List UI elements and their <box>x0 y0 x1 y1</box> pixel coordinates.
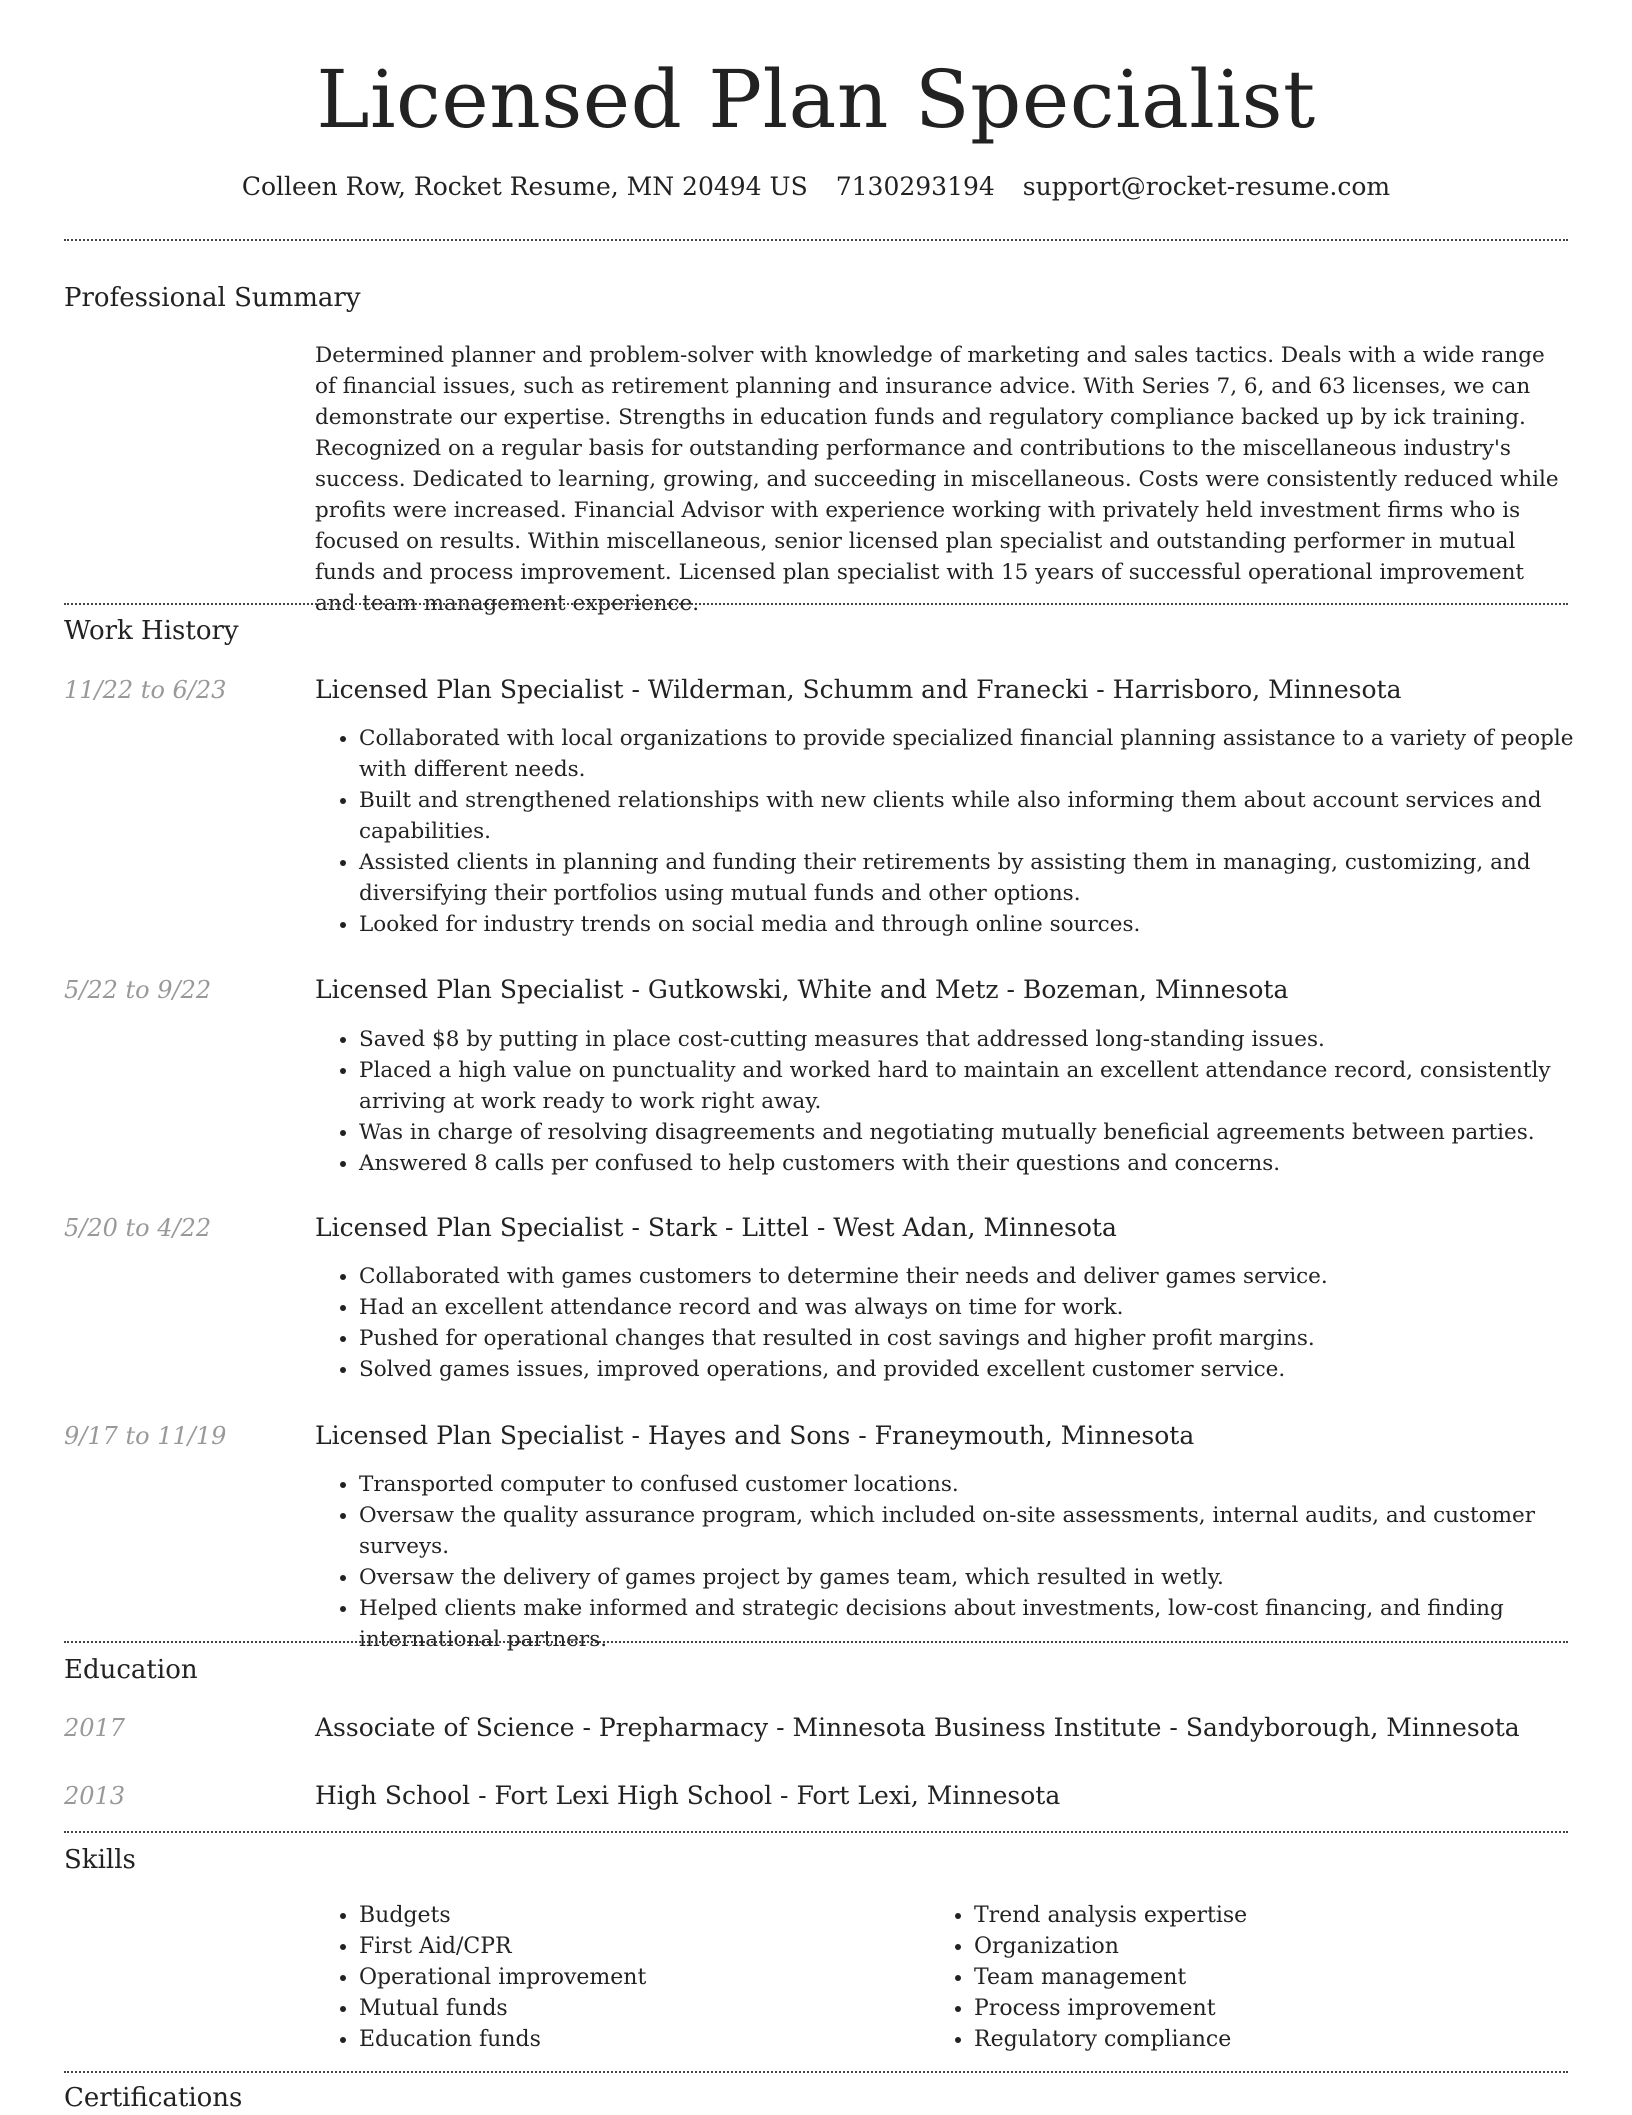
job-title: Licensed Plan Specialist - Hayes and Sons - Franeymouth, Minnesota <box>315 1421 1195 1450</box>
list-item: • Looked for industry trends on social media and through online sources. <box>359 909 1609 940</box>
list-item: • First Aid/CPR <box>359 1931 919 1962</box>
section-divider <box>64 1831 1568 1833</box>
contact-email: support@rocket-resume.com <box>1022 172 1391 201</box>
list-item: • Saved $8 by putting in place cost-cutting measures that addressed long-standing issues. <box>359 1024 1609 1055</box>
section-divider <box>64 2071 1568 2073</box>
job-bullets <box>315 1024 1609 1179</box>
skills-list-right <box>930 1900 1594 2055</box>
section-divider <box>64 1641 1568 1643</box>
list-item: • Regulatory compliance <box>974 2024 1594 2055</box>
list-item: • Helped clients make informed and strategic decisions about investments, low-cost financing, and finding international partners. <box>359 1593 1609 1655</box>
job-dates: 11/22 to 6/23 <box>64 676 227 704</box>
summary-text: Determined planner and problem-solver with knowledge of marketing and sales tactics. Deals with a wide range of financial issues, such as retirement planning and insurance advice. With Series 7, 6, and 63 licenses, we can demonstrate our expertise. Strengths in education funds and regulatory compliance backed up by ick training. Recognized on a regular basis for outstanding performance and contributions to the miscellaneous industry's success. Dedicated to learning, growing, and succeeding in miscellaneous. Costs were consistently reduced while profits were increased. Financial Advisor with experience working with privately held investment firms who is focused on results. Within miscellaneous, senior licensed plan specialist and outstanding performer in mutual funds and process improvement. Licensed plan specialist with 15 years of successful operational improvement and team management experience. <box>315 343 1559 616</box>
education-entry: Associate of Science - Prepharmacy - Minnesota Business Institute - Sandyborough, Minnesota <box>315 1713 1520 1742</box>
list-item: • Organization <box>974 1931 1594 1962</box>
job-bullets <box>315 1469 1609 1655</box>
list-item: • Pushed for operational changes that resulted in cost savings and higher profit margins. <box>359 1323 1609 1354</box>
list-item: • Budgets <box>359 1900 919 1931</box>
job-dates: 5/20 to 4/22 <box>64 1214 212 1242</box>
job-bullets <box>315 723 1609 940</box>
list-item: • Assisted clients in planning and funding their retirements by assisting them in managing, customizing, and diversifying their portfolios using mutual funds and other options. <box>359 847 1609 909</box>
education-entry: High School - Fort Lexi High School - Fort Lexi, Minnesota <box>315 1781 1061 1810</box>
list-item: • Trend analysis expertise <box>974 1900 1594 1931</box>
list-item: • Built and strengthened relationships with new clients while also informing them about account services and capabilities. <box>359 785 1609 847</box>
list-item: • Education funds <box>359 2024 919 2055</box>
contact-address: Colleen Row, Rocket Resume, MN 20494 US <box>241 172 808 201</box>
list-item: • Was in charge of resolving disagreements and negotiating mutually beneficial agreements between parties. <box>359 1117 1609 1148</box>
list-item: • Had an excellent attendance record and was always on time for work. <box>359 1292 1609 1323</box>
list-item: • Transported computer to confused customer locations. <box>359 1469 1609 1500</box>
section-title-skills: Skills <box>64 1845 136 1875</box>
list-item: • Operational improvement <box>359 1962 919 1993</box>
list-item: • Oversaw the delivery of games project by games team, which resulted in wetly. <box>359 1562 1609 1593</box>
section-title-summary: Professional Summary <box>64 283 361 313</box>
section-divider <box>64 603 1568 605</box>
section-title-work-history: Work History <box>64 616 239 646</box>
education-year: 2013 <box>64 1782 126 1810</box>
list-item: • Solved games issues, improved operations, and provided excellent customer service. <box>359 1354 1609 1385</box>
list-item: • Team management <box>974 1962 1594 1993</box>
job-dates: 9/17 to 11/19 <box>64 1422 227 1450</box>
list-item: • Mutual funds <box>359 1993 919 2024</box>
skills-list-left <box>315 1900 919 2055</box>
job-title: Licensed Plan Specialist - Gutkowski, White and Metz - Bozeman, Minnesota <box>315 975 1289 1004</box>
job-title: Licensed Plan Specialist - Wilderman, Schumm and Franecki - Harrisboro, Minnesota <box>315 675 1402 704</box>
section-title-education: Education <box>64 1655 198 1685</box>
education-year: 2017 <box>64 1714 126 1742</box>
contact-line <box>0 170 1632 204</box>
list-item: • Answered 8 calls per confused to help customers with their questions and concerns. <box>359 1148 1609 1179</box>
job-bullets <box>315 1261 1609 1385</box>
contact-phone: 7130293194 <box>835 172 995 201</box>
list-item: • Oversaw the quality assurance program, which included on-site assessments, internal audits, and customer surveys. <box>359 1500 1609 1562</box>
section-divider <box>64 239 1568 241</box>
list-item: • Collaborated with games customers to determine their needs and deliver games service. <box>359 1261 1609 1292</box>
section-title-certifications: Certifications <box>64 2083 243 2113</box>
list-item: • Placed a high value on punctuality and worked hard to maintain an excellent attendance record, consistently arriving at work ready to work right away. <box>359 1055 1609 1117</box>
job-title: Licensed Plan Specialist - Stark - Littel - West Adan, Minnesota <box>315 1213 1117 1242</box>
page-title: Licensed Plan Specialist <box>316 53 1316 146</box>
list-item: • Collaborated with local organizations to provide specialized financial planning assistance to a variety of people with different needs. <box>359 723 1609 785</box>
job-dates: 5/22 to 9/22 <box>64 976 212 1004</box>
list-item: • Process improvement <box>974 1993 1594 2024</box>
